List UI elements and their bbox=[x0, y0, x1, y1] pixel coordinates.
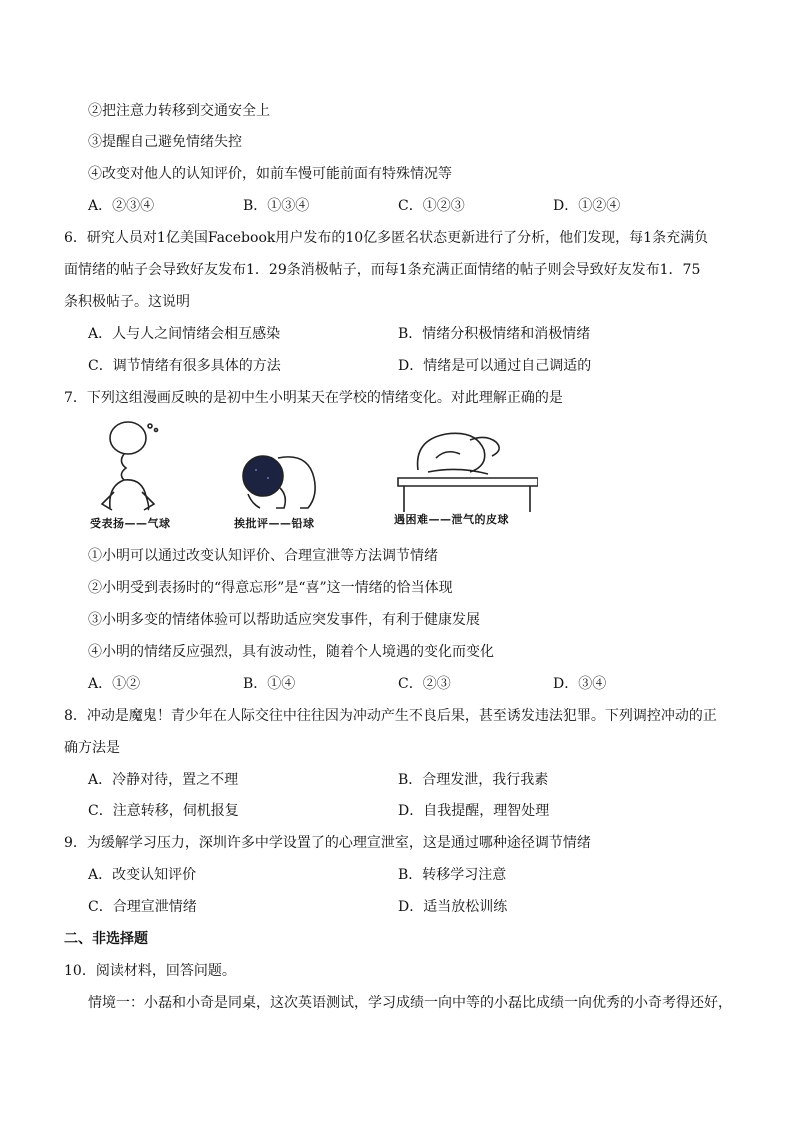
q6-stem-line-3: 条积极帖子。这说明 bbox=[64, 294, 190, 310]
q7-item-4: ④小明的情绪反应强烈，具有波动性，随着个人境遇的变化而变化 bbox=[88, 644, 494, 660]
q8-option-c: C．注意转移，伺机报复 bbox=[88, 803, 239, 819]
comic-caption-2: 挨批评——铅球 bbox=[234, 517, 315, 530]
q9-option-b: B．转移学习注意 bbox=[398, 867, 507, 883]
q7-option-c: C．②③ bbox=[398, 676, 451, 692]
q7-option-d: D．③④ bbox=[553, 676, 607, 692]
q9-option-c: C．合理宣泄情绪 bbox=[88, 899, 197, 915]
q6-option-b: B．情绪分积极情绪和消极情绪 bbox=[398, 326, 591, 342]
q5-option-c: C．①②③ bbox=[398, 198, 465, 214]
q7-item-3: ③小明多变的情绪体验可以帮助适应突发事件，有利于健康发展 bbox=[88, 612, 480, 628]
q7-option-a: A．①② bbox=[88, 676, 141, 692]
q5-option-a: A．②③④ bbox=[88, 198, 155, 214]
q10-scenario-1: 情境一：小磊和小奇是同桌，这次英语测试，学习成绩一向中等的小磊比成绩一向优秀的小奇考得还好， bbox=[88, 995, 732, 1011]
q10-stem: 10．阅读材料，回答问题。 bbox=[64, 963, 236, 979]
q5-option-d: D．①②④ bbox=[553, 198, 621, 214]
q7-item-1: ①小明可以通过改变认知评价、合理宣泄等方法调节情绪 bbox=[88, 548, 438, 564]
q8-option-d: D．自我提醒，理智处理 bbox=[398, 803, 550, 819]
q7-option-b: B．①④ bbox=[243, 676, 296, 692]
q9-option-d: D．适当放松训练 bbox=[398, 899, 508, 915]
comic-caption-3: 遇困难——泄气的皮球 bbox=[394, 513, 509, 526]
comic-shotput-figure bbox=[243, 456, 315, 508]
q8-stem-line-2: 确方法是 bbox=[64, 740, 120, 756]
q7-comic-strip bbox=[88, 418, 538, 536]
q6-option-d: D．情绪是可以通过自己调适的 bbox=[398, 358, 592, 374]
q8-option-a: A．冷静对待，置之不理 bbox=[88, 772, 239, 788]
q5-option-b: B．①③④ bbox=[243, 198, 310, 214]
q9-option-a: A．改变认知评价 bbox=[88, 867, 197, 883]
q8-stem-line-1: 8．冲动是魔鬼！青少年在人际交往中往往因为冲动产生不良后果，甚至诱发违法犯罪。下列调控冲动的正 bbox=[64, 708, 717, 724]
q9-stem: 9．为缓解学习压力，深圳许多中学设置了的心理宣泄室，这是通过哪种途径调节情绪 bbox=[64, 835, 591, 851]
comic-caption-1: 受表扬——气球 bbox=[90, 517, 171, 530]
q6-stem-line-1: 6．研究人员对1亿美国Facebook用户发布的10亿多匿名状态更新进行了分析，他们发现，每1条充满负 bbox=[64, 230, 709, 246]
q5-item-3: ③提醒自己避免情绪失控 bbox=[88, 134, 242, 150]
q7-item-2: ②小明受到表扬时的“得意忘形”是“喜”这一情绪的恰当体现 bbox=[88, 580, 453, 596]
q7-stem: 7．下列这组漫画反映的是初中生小明某天在学校的情绪变化。对此理解正确的是 bbox=[64, 390, 563, 406]
q6-option-a: A．人与人之间情绪会相互感染 bbox=[88, 326, 281, 342]
q6-option-c: C．调节情绪有很多具体的方法 bbox=[88, 358, 281, 374]
q6-stem-line-2: 面情绪的帖子会导致好友发布1．29条消极帖子，而每1条充满正面情绪的帖子则会导致好友发布1．75 bbox=[64, 262, 701, 278]
comic-balloon-figure bbox=[102, 422, 158, 510]
q5-item-2: ②把注意力转移到交通安全上 bbox=[88, 103, 270, 119]
q5-item-4: ④改变对他人的认知评价，如前车慢可能前面有特殊情况等 bbox=[88, 166, 452, 182]
q8-option-b: B．合理发泄，我行我素 bbox=[398, 772, 549, 788]
section-heading: 二、非选择题 bbox=[64, 931, 148, 947]
comic-deflated-ball-figure bbox=[398, 433, 538, 512]
